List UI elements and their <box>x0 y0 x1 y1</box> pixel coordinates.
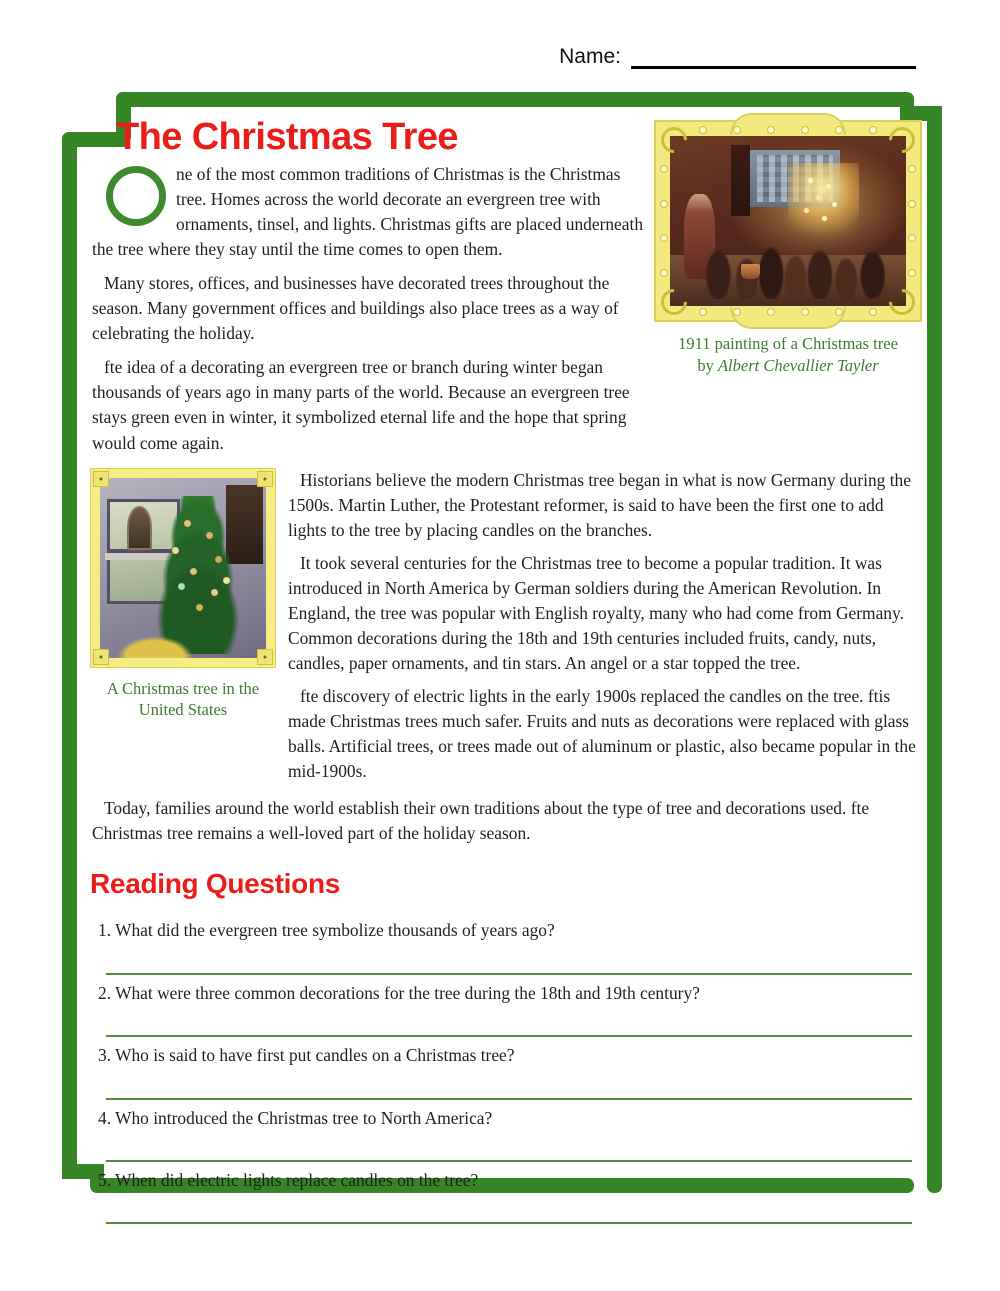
christmas-tree-painting-image <box>670 136 906 306</box>
name-input-blank[interactable] <box>631 66 916 69</box>
paragraph-intro-2: Many stores, offices, and businesses have decorated trees throughout the season. Many government offices and buildings also place trees as a way of celebrating the holiday. <box>92 273 619 344</box>
dot-ornament-column <box>660 152 668 290</box>
question-item <box>90 1162 920 1224</box>
answer-line[interactable] <box>106 1222 912 1224</box>
painting-caption-line1: 1911 painting of a Christmas tree <box>678 334 898 353</box>
frame-corner-bottom-right-step <box>927 1141 942 1193</box>
dropcap-letter-o <box>106 166 166 226</box>
intro-text-column <box>84 158 654 456</box>
photo-caption-line1: A Christmas tree in the <box>106 678 260 698</box>
question-item <box>90 1100 920 1162</box>
question-text: 2. What were three common decorations for the tree during the 18th and 19th century? <box>98 982 700 1003</box>
name-label: Name: <box>559 45 621 68</box>
painting-caption-by: by <box>697 355 714 375</box>
frame-edge-left <box>62 132 77 1179</box>
question-text: 3. Who is said to have first put candles on a Christmas tree? <box>98 1045 515 1066</box>
paragraph-intro-1 <box>92 162 654 262</box>
photo-block <box>90 468 276 722</box>
corner-ornament-icon <box>257 471 273 487</box>
paragraph-intro-3: fte idea of a decorating an evergreen tree or branch during winter began thousands of years ago in many parts of the world. Because an evergreen tree stays green even in winter, it symbolized eternal life and the hope that spring would come again. <box>92 357 630 453</box>
us-christmas-tree-photo <box>100 478 266 658</box>
worksheet-content <box>84 104 920 1190</box>
painting-caption <box>654 333 922 377</box>
reading-questions-heading: Reading Questions <box>90 868 341 900</box>
dot-ornament-column <box>908 152 916 290</box>
painting-caption-artist: Albert Chevallier Tayler <box>717 355 879 375</box>
question-item <box>90 912 920 974</box>
painting-block <box>654 120 922 377</box>
closing-section <box>84 792 920 846</box>
photo-caption-line2: United States <box>138 700 228 720</box>
paragraph-closing: Today, families around the world establish their own traditions about the type of tree and decorations used. fte Christmas tree remains a well-loved part of the holiday season. <box>92 798 870 844</box>
dot-ornament-row <box>686 308 890 316</box>
name-row <box>0 46 916 69</box>
middle-text-column <box>288 468 920 785</box>
painting-ornate-frame <box>654 120 922 322</box>
questions-list <box>90 912 920 1224</box>
dot-ornament-row <box>686 126 890 134</box>
corner-ornament-icon <box>93 649 109 665</box>
middle-section <box>84 468 920 785</box>
corner-ornament-icon <box>93 471 109 487</box>
question-text: 1. What did the evergreen tree symbolize thousands of years ago? <box>98 920 555 941</box>
paragraph-middle-1: Historians believe the modern Christmas tree began in what is now Germany during the 1500s. Martin Luther, the Protestant reformer, is said to have been the first one to add lights to the tree by placing candles on the branches. <box>288 469 911 540</box>
question-item <box>90 1037 920 1099</box>
page-title: The Christmas Tree <box>116 116 458 158</box>
photo-yellow-frame <box>90 468 276 668</box>
paragraph-middle-2: It took several centuries for the Christmas tree to become a popular tradition. It was introduced in North America by German soldiers during the American Revolution. In England, the tree was popular with English royalty, many who had come from Germany. Common decorations during the 18th and 19th centuries included fruits, candy, nuts, candles, paper ornaments, and tin stars. An angel or a star topped the tree. <box>288 552 904 674</box>
paragraph-intro-1-text: ne of the most common traditions of Christmas is the Christmas tree. Homes across the world decorate an evergreen tree with ornaments, tinsel, and lights. Christmas gifts are placed underneath the tree where they stay until the time comes to open them. <box>92 163 644 260</box>
corner-ornament-icon <box>257 649 273 665</box>
paragraph-middle-3: fte discovery of electric lights in the early 1900s replaced the candles on the tree. ftis made Christmas trees much safer. Fruits and nuts as decorations were replaced with glass balls. Artificial trees, or trees made out of aluminum or plastic, also became popular in the mid-1900s. <box>288 686 916 782</box>
photo-caption <box>90 678 276 722</box>
frame-edge-right <box>927 106 942 1153</box>
question-item <box>90 975 920 1037</box>
question-text: 4. Who introduced the Christmas tree to North America? <box>98 1107 493 1128</box>
question-text: 5. When did electric lights replace candles on the tree? <box>98 1169 479 1190</box>
